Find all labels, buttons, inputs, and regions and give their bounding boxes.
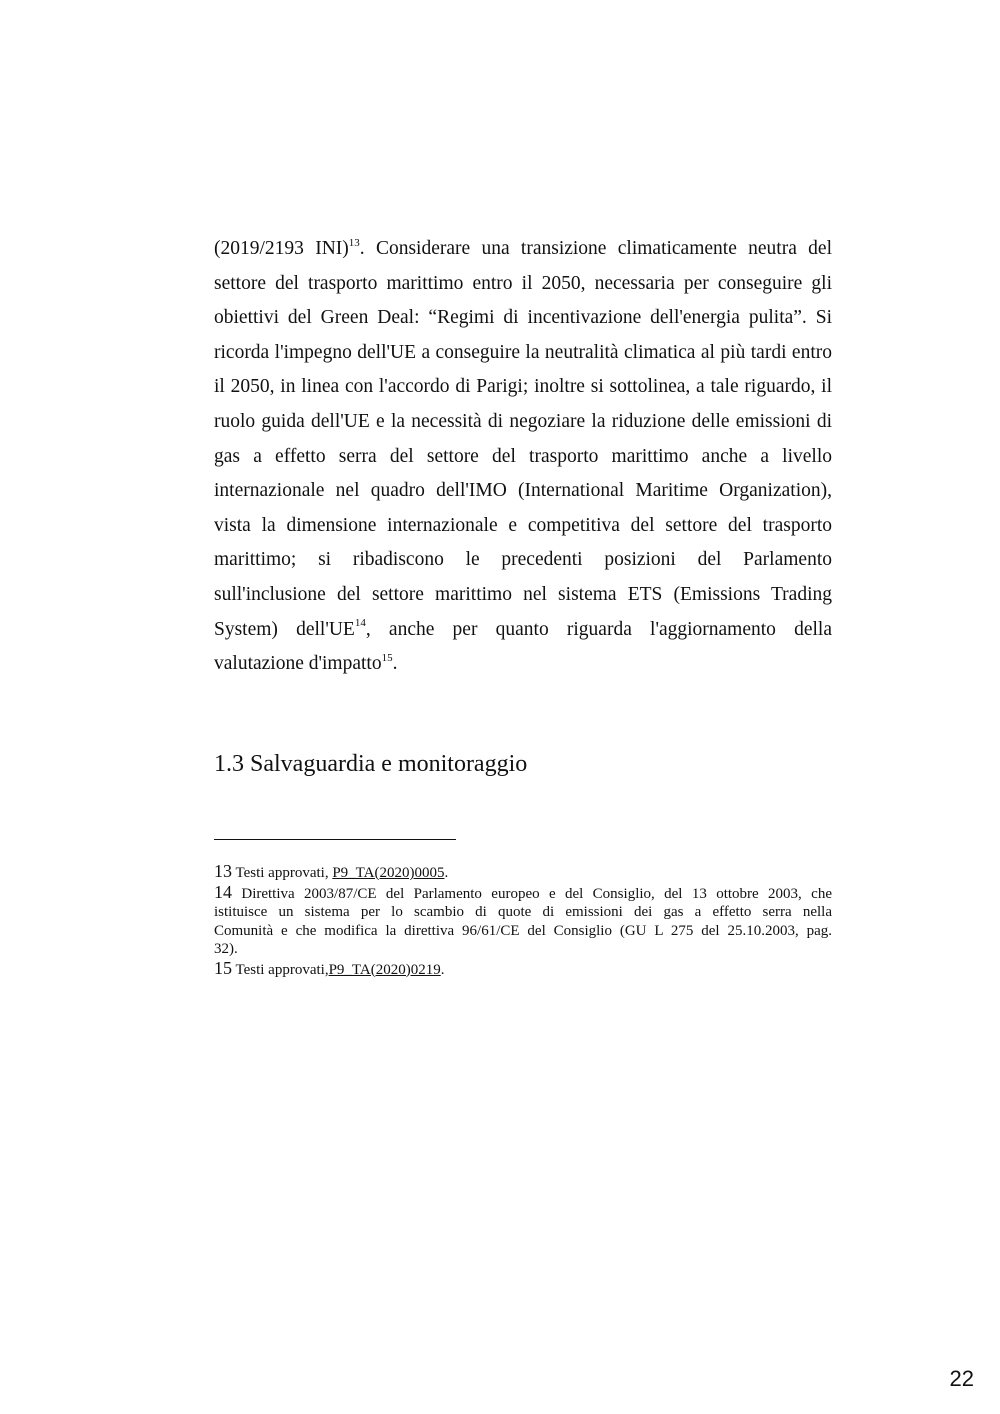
body-line-11: sull'inclusione del settore marittimo nel sistema ETS (Emissions Trading (214, 583, 832, 605)
footnote-text: Testi approvati, (232, 865, 333, 881)
body-line-13: valutazione d'impatto$^{15}$. (214, 651, 398, 675)
body-line-8: internazionale nel quadro dell'IMO (International Maritime Organization), (214, 480, 832, 502)
footnote-line: istituisce un sistema per lo scambio di quote di emissioni dei gas a effetto serra nella (214, 904, 832, 920)
footnotes (214, 862, 832, 979)
body-line-1: (2019/2193 INI)$^{13}$. Considerare una transizione climaticamente neutra del (214, 236, 832, 259)
body-line-10: marittimo; si ribadiscono le precedenti posizioni del Parlamento (214, 549, 832, 571)
footnote-ref-13[interactable]: 13 (348, 236, 360, 249)
footnote-number: 14 (214, 881, 232, 902)
footnote-ref-14[interactable]: 14 (354, 617, 366, 630)
footnote-separator (214, 839, 456, 840)
footnote-link[interactable]: P9_TA(2020)0219 (328, 961, 441, 978)
body-paragraph (214, 232, 832, 682)
page-number: 22 (949, 1366, 974, 1391)
section-heading: 1.3 Salvaguardia e monitoraggio (214, 751, 528, 777)
footnote-ref-15[interactable]: 15 (381, 651, 393, 664)
body-line-2: settore del trasporto marittimo entro il 2050, necessaria per conseguire gli (214, 272, 832, 294)
body-line-12: System) dell'UE$^{14}$, anche per quanto riguarda l'aggiornamento della (214, 617, 832, 640)
footnote-15: 15 Testi approvati,P9_TA(2020)0219. (214, 957, 445, 978)
body-line-6: ruolo guida dell'UE e la necessità di negoziare la riduzione delle emissioni di (214, 410, 832, 432)
footnote-line: 14 Direttiva 2003/87/CE del Parlamento europeo e del Consiglio, del 13 ottobre 2003, che (214, 881, 832, 902)
body-line-5: il 2050, in linea con l'accordo di Parigi; inoltre si sottolinea, a tale riguardo, il (214, 376, 832, 398)
footnote-number: 13 (214, 861, 232, 881)
footnote-13: 13 Testi approvati, P9_TA(2020)0005. (214, 861, 449, 881)
footnote-line: 32). (214, 941, 238, 957)
footnote-line: Comunità e che modifica la direttiva 96/61/CE del Consiglio (GU L 275 del 25.10.2003, pag. (214, 922, 832, 939)
body-line-4: ricorda l'impegno dell'UE a conseguire la neutralità climatica al più tardi entro (214, 341, 832, 363)
body-line-3: obiettivi del Green Deal: “Regimi di incentivazione dell'energia pulita”. Si (214, 307, 832, 329)
body-line-9: vista la dimensione internazionale e competitiva del settore del trasporto (214, 514, 832, 536)
footnote-text: Testi approvati, (232, 961, 329, 978)
body-line-7: gas a effetto serra del settore del trasporto marittimo anche a livello (214, 445, 832, 467)
footnote-14 (214, 883, 832, 959)
footnote-number: 15 (214, 957, 232, 978)
footnote-link[interactable]: P9_TA(2020)0005 (332, 865, 445, 881)
